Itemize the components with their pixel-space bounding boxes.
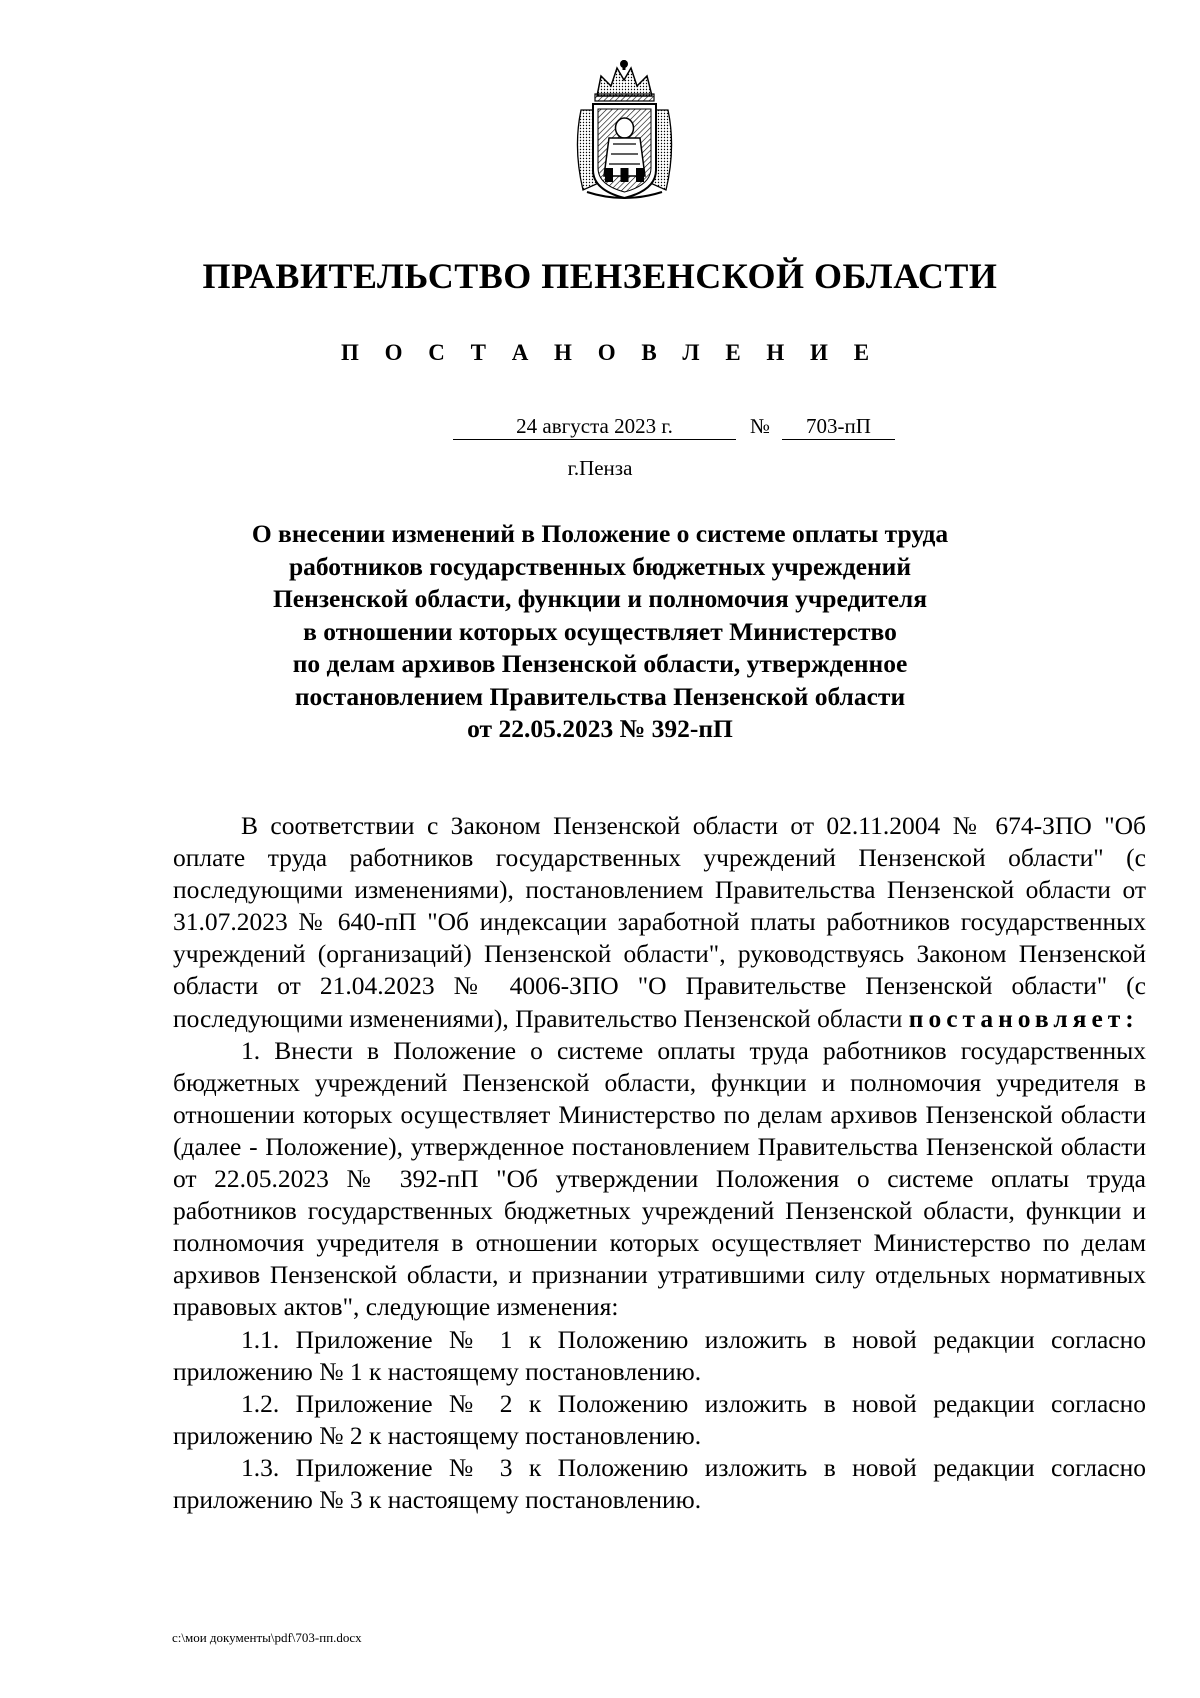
number-sign: № — [750, 414, 771, 438]
footer-file-path: c:\мои документы\pdf\703-пп.docx — [172, 1630, 362, 1645]
issue-city: г.Пенза — [567, 456, 633, 480]
decree-word: постановляет: — [908, 1003, 1139, 1033]
item-1-3-paragraph: 1.3. Приложение № 3 к Положению изложить в новой редакции согласно приложению № 3 к настоящему постановлению. — [173, 1452, 1146, 1514]
document-date: 24 августа 2023 г. — [453, 413, 736, 440]
preamble-paragraph — [173, 810, 1146, 1035]
subject-line: работников государственных бюджетных учреждений — [288, 551, 912, 581]
document-subject — [200, 518, 1000, 746]
subject-line: постановлением Правительства Пензенской области — [294, 681, 906, 711]
subject-line: от 22.05.2023 № 392-пП — [467, 714, 733, 743]
subject-line: в отношении которых осуществляет Министерство — [303, 616, 897, 646]
document-body — [173, 810, 1146, 1516]
item-1-2-paragraph: 1.2. Приложение № 2 к Положению изложить в новой редакции согласно приложению № 2 к настоящему постановлению. — [173, 1388, 1146, 1450]
date-number-row — [0, 413, 1200, 443]
preamble-text: В соответствии с Законом Пензенской области от 02.11.2004 № 674-ЗПО "Об оплате труда работников государственных учреждений Пензенской области" (с последующими изменениями), постановлением Правительства Пензенской области от 31.07.2023 № 640-пП "Об индексации заработной платы работников государственных учреждений (организаций) Пензенской области", руководствуясь Законом Пензенской области от 21.04.2023 № 4006-ЗПО "О Правительстве Пензенской области" (с последующими изменениями), Правительство Пензенской области — [173, 811, 1146, 1033]
document-number: 703-пП — [782, 413, 895, 440]
government-title: ПРАВИТЕЛЬСТВО ПЕНЗЕНСКОЙ ОБЛАСТИ — [202, 256, 998, 296]
item-1-1-paragraph: 1.1. Приложение № 1 к Положению изложить в новой редакции согласно приложению № 1 к настоящему постановлению. — [173, 1324, 1146, 1386]
subject-line: по делам архивов Пензенской области, утвержденное — [292, 649, 908, 678]
subject-line: Пензенской области, функции и полномочия учредителя — [272, 584, 928, 613]
document-type-heading: П О С Т А Н О В Л Е Н И Е — [340, 340, 880, 365]
penza-coat-of-arms-emblem-icon — [567, 58, 682, 200]
subject-line: О внесении изменений в Положение о системе оплаты труда — [251, 519, 949, 548]
item-1-paragraph: 1. Внести в Положение о системе оплаты труда работников государственных бюджетных учреждений Пензенской области, функции и полномочия учредителя в отношении которых осуществляет Министерство по делам архивов Пензенской области (далее - Положение), утвержденное постановлением Правительства Пензенской области от 22.05.2023 № 392-пП "Об утверждении Положения о системе оплаты труда работников государственных бюджетных учреждений Пензенской области, функции и полномочия учредителя в отношении которых осуществляет Министерство по делам архивов Пензенской области, и признании утратившими силу отдельных нормативных правовых актов", следующие изменения: — [173, 1035, 1146, 1322]
